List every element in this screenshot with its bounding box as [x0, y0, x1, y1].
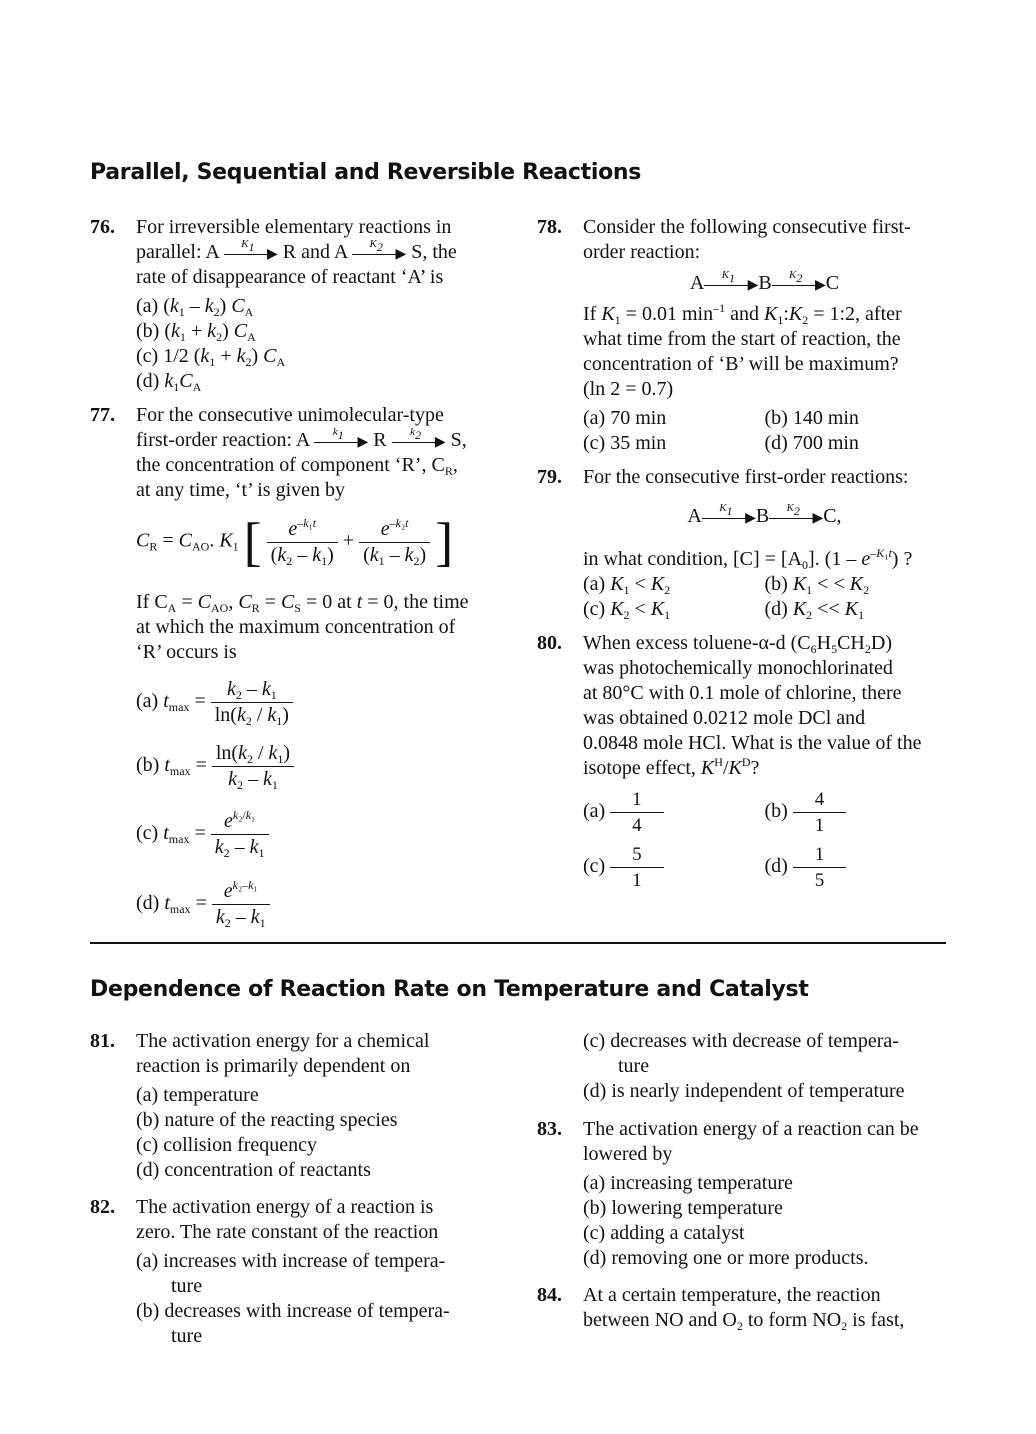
- question-79: 79. For the consecutive first-order reactions: A ▶ $K_1$ B ▶ $K_2$ C, in what condition, $[C] = [A_0]$. $(1 - e^{-K_1t})$ ? (a) $K_1 < K_2$ (b) $K_1$ < < $K_2$ (c) $K_2 < K_1$ (d) $K_2 << K_1$: [537, 465, 946, 622]
- question-78: 78. Consider the following consecutive first- order reaction: A ▶ $K_1$ B ▶ $K_2$ C If $K_1 = 0.01$ $\min^{-1}$ and $K_1:K_2$ = 1:2, after what time from the start of reaction, the concentration of ‘B’ will be maximum? (ln 2 = 0.7) (a) 70 min (b) 140 min (c) 35 min (d) 700 min: [537, 215, 946, 456]
- option-a[interactable]: (a) $K_1 < K_2$: [583, 573, 671, 597]
- question-number: 81.: [90, 1030, 115, 1052]
- option-d[interactable]: (d) $\frac{1}{5}$: [765, 842, 947, 893]
- right-column-top: [537, 215, 946, 893]
- option-b[interactable]: (b) decreases with increase of tempera- ture: [136, 1300, 450, 1347]
- option-c[interactable]: (c) $t_{max}$ = $\frac{e^{k_2/k_1}}{k_2 - k_1}$: [136, 809, 500, 879]
- option-a[interactable]: (a) increases with increase of tempera- ture: [136, 1250, 446, 1297]
- section-title-parallel: Parallel, Sequential and Reversible Reactions: [90, 160, 642, 185]
- reaction-scheme: A ▶ $K_1$ B ▶ $K_2$ C: [689, 269, 840, 294]
- option-c[interactable]: (c) adding a catalyst: [583, 1222, 745, 1244]
- option-d[interactable]: (d) removing one or more products.: [583, 1247, 869, 1269]
- left-column-top: [90, 215, 500, 503]
- question-number: 83.: [537, 1118, 562, 1140]
- question-number: 82.: [90, 1196, 115, 1218]
- equation-cr: $C_R = C_{AO}$. $K_1$ [ $\frac{e^{-k_1t}}{(k_2 - k_1)}$ + $\frac{e^{-k_2t}}{(k_1 - k_2)}$ ]: [136, 512, 454, 572]
- question-text: When excess toluene-α-d $(C_6H_5CH_2D)$ was photochemically monochlorinated at 80°C with 0.1 mole of chlorine, there was obtained 0.0212 mole DCl and 0.0848 mole HCl. What is the value of the isotope effect, $K^H/K^D$?: [583, 632, 922, 779]
- option-a[interactable]: (a) increasing temperature: [583, 1172, 793, 1194]
- option-b[interactable]: (b) nature of the reacting species: [136, 1109, 398, 1131]
- option-a[interactable]: (a) $(k_1 - k_2)$ $C_A$: [136, 295, 254, 319]
- option-a[interactable]: (a) temperature: [136, 1084, 259, 1106]
- option-d[interactable]: (d) is nearly independent of temperature: [583, 1080, 905, 1102]
- question-83: [537, 1117, 946, 1271]
- option-c[interactable]: (c) collision frequency: [136, 1134, 318, 1156]
- question-text: For the consecutive unimolecular-type first-order reaction: A ▶ $k_1$ R ▶ $k_2$ S, the concentration of component ‘R’, $C_R$, at any time, ‘t’ is given by: [136, 404, 467, 501]
- option-c[interactable]: (c) 35 min: [583, 432, 667, 454]
- option-b[interactable]: (b) $\frac{4}{1}$: [765, 787, 947, 838]
- option-a[interactable]: (a) $t_{max}$ = $\frac{k_2 - k_1}{\ln(k_2 / k_1)}$: [136, 677, 500, 741]
- reaction-arrow: ▶ $k_1$: [314, 434, 368, 448]
- option-d[interactable]: (d) $K_2 << K_1$: [764, 598, 865, 622]
- reaction-arrow: ▶ $k_2$: [392, 434, 446, 448]
- question-81: [90, 1029, 500, 1183]
- reaction-arrow: ▶ $K_1$: [224, 246, 278, 260]
- reaction-arrow: ▶ $K_2$: [352, 246, 406, 260]
- question-number: 79.: [537, 466, 562, 488]
- option-c[interactable]: (c) 1/2 $(k_1 + k_2)$ $C_A$: [136, 345, 286, 369]
- question-77: [90, 403, 500, 503]
- option-d[interactable]: (d) $k_1C_A$: [136, 370, 202, 394]
- option-b[interactable]: (b) lowering temperature: [583, 1197, 783, 1219]
- question-number: 77.: [90, 404, 115, 426]
- question-text: Consider the following consecutive first- order reaction:: [583, 216, 911, 263]
- option-d[interactable]: (d) concentration of reactants: [136, 1159, 371, 1181]
- option-b[interactable]: (b) $t_{max}$ = $\frac{\ln(k_2 / k_1)}{k_2 - k_1}$: [136, 741, 500, 809]
- question-number: 76.: [90, 216, 115, 238]
- option-b[interactable]: (b) $(k_1 + k_2)$ $C_A$: [136, 320, 256, 344]
- section-title-temperature: Dependence of Reaction Rate on Temperature and Catalyst: [90, 977, 809, 1002]
- question-76: [90, 215, 500, 394]
- question-84: [537, 1283, 946, 1333]
- question-text: The activation energy for a chemical reaction is primarily dependent on: [136, 1030, 430, 1077]
- question-number: 84.: [537, 1284, 562, 1306]
- right-column-bottom-2: [537, 1117, 946, 1333]
- question-82: [90, 1195, 500, 1349]
- option-d[interactable]: (d) $t_{max}$ = $\frac{e^{k_2-k_1}}{k_2 - k_1}$: [136, 879, 500, 930]
- question-number: 80.: [537, 632, 562, 654]
- question-number: 78.: [537, 216, 562, 238]
- option-a[interactable]: (a) $\frac{1}{4}$: [583, 787, 765, 838]
- option-a[interactable]: (a) 70 min: [583, 407, 667, 429]
- question-text: For the consecutive first-order reactions:: [583, 466, 909, 488]
- option-c[interactable]: (c) decreases with decrease of tempera- ture: [583, 1030, 899, 1077]
- question-text: If $C_A = C_{AO}$, $C_R = C_S = 0$ at t = 0, the time at which the maximum concentration of ‘R’ occurs is: [136, 591, 469, 663]
- option-d[interactable]: (d) 700 min: [764, 432, 859, 454]
- left-column-77b: [136, 590, 500, 930]
- question-80: [537, 631, 946, 893]
- question-text: The activation energy of a reaction can be lowered by: [583, 1118, 919, 1165]
- question-text: The activation energy of a reaction is zero. The rate constant of the reaction: [136, 1196, 439, 1243]
- right-column-bottom: [583, 1029, 946, 1104]
- section-divider: [90, 942, 946, 944]
- question-text: For irreversible elementary reactions in parallel: A ▶ $K_1$ R and A ▶ $K_2$ S, the rate of disappearance of reactant ‘A’ is: [136, 216, 457, 288]
- option-c[interactable]: (c) $\frac{5}{1}$: [583, 842, 765, 893]
- option-c[interactable]: (c) $K_2 < K_1$: [583, 598, 671, 622]
- option-b[interactable]: (b) $K_1$ < < $K_2$: [764, 573, 870, 597]
- option-b[interactable]: (b) 140 min: [764, 407, 859, 429]
- left-column-bottom: [90, 1029, 500, 1349]
- reaction-scheme: A ▶ $K_1$ B ▶ $K_2$ C,: [687, 502, 842, 527]
- question-text: At a certain temperature, the reaction between NO and $O_2$ to form $NO_2$ is fast,: [583, 1284, 905, 1333]
